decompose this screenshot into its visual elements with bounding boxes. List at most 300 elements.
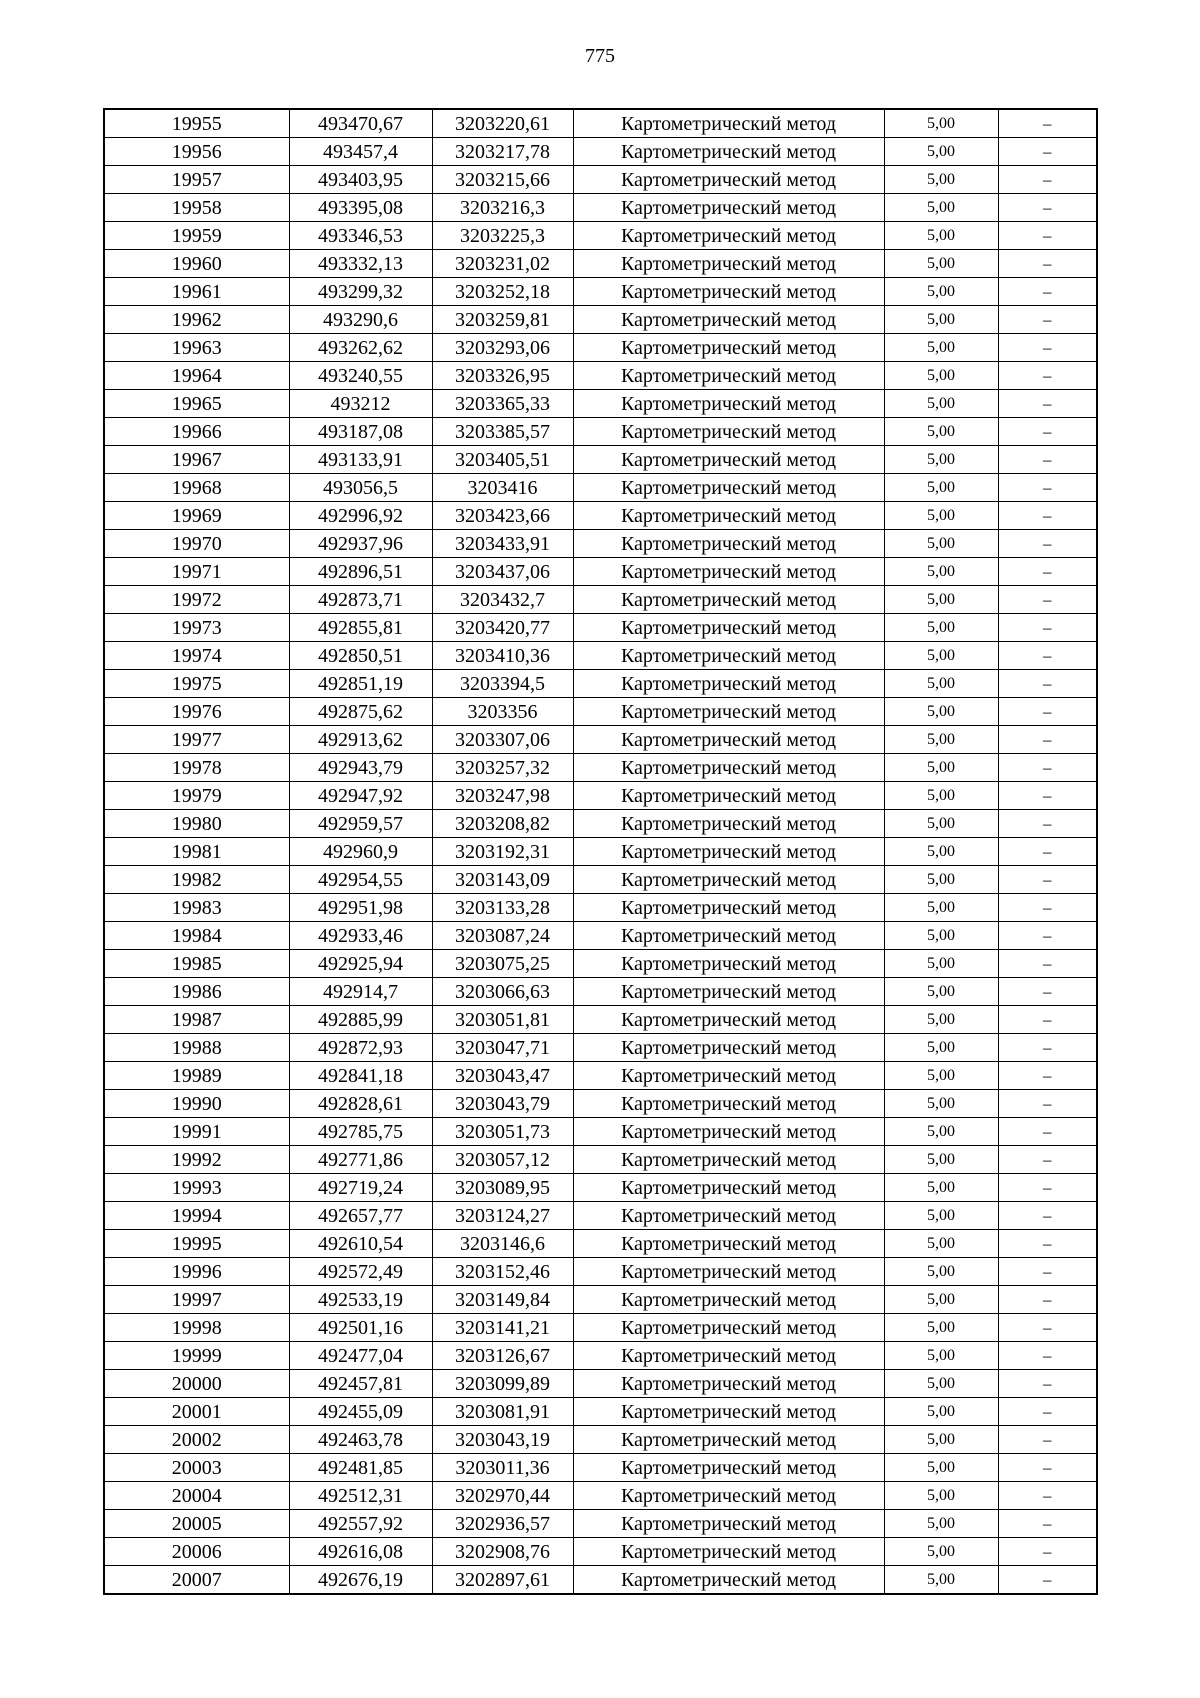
- point-number-cell: 19977: [104, 726, 289, 754]
- accuracy-cell: 5,00: [884, 1006, 998, 1034]
- y-coordinate-cell: 3203081,91: [432, 1398, 573, 1426]
- method-cell: Картометрический метод: [573, 362, 884, 390]
- y-coordinate-cell: 3203215,66: [432, 166, 573, 194]
- x-coordinate-cell: 492855,81: [289, 614, 432, 642]
- point-number-cell: 19960: [104, 250, 289, 278]
- method-cell: Картометрический метод: [573, 866, 884, 894]
- table-row: [104, 754, 1097, 782]
- description-cell: –: [998, 978, 1097, 1006]
- accuracy-cell: 5,00: [884, 1034, 998, 1062]
- method-cell: Картометрический метод: [573, 474, 884, 502]
- description-cell: –: [998, 1510, 1097, 1538]
- y-coordinate-cell: 3203149,84: [432, 1286, 573, 1314]
- table-row: [104, 502, 1097, 530]
- point-number-cell: 19986: [104, 978, 289, 1006]
- description-cell: –: [998, 446, 1097, 474]
- point-number-cell: 19959: [104, 222, 289, 250]
- method-cell: Картометрический метод: [573, 1202, 884, 1230]
- point-number-cell: 19983: [104, 894, 289, 922]
- description-cell: –: [998, 1454, 1097, 1482]
- accuracy-cell: 5,00: [884, 1538, 998, 1566]
- description-cell: –: [998, 1034, 1097, 1062]
- x-coordinate-cell: 492851,19: [289, 670, 432, 698]
- method-cell: Картометрический метод: [573, 446, 884, 474]
- method-cell: Картометрический метод: [573, 194, 884, 222]
- table-row: [104, 1482, 1097, 1510]
- description-cell: –: [998, 810, 1097, 838]
- x-coordinate-cell: 493332,13: [289, 250, 432, 278]
- method-cell: Картометрический метод: [573, 530, 884, 558]
- table-row: [104, 1202, 1097, 1230]
- y-coordinate-cell: 3202908,76: [432, 1538, 573, 1566]
- table-row: [104, 1370, 1097, 1398]
- accuracy-cell: 5,00: [884, 109, 998, 138]
- y-coordinate-cell: 3203433,91: [432, 530, 573, 558]
- x-coordinate-cell: 492841,18: [289, 1062, 432, 1090]
- accuracy-cell: 5,00: [884, 1202, 998, 1230]
- table-row: [104, 670, 1097, 698]
- point-number-cell: 19999: [104, 1342, 289, 1370]
- x-coordinate-cell: 492657,77: [289, 1202, 432, 1230]
- accuracy-cell: 5,00: [884, 194, 998, 222]
- accuracy-cell: 5,00: [884, 138, 998, 166]
- table-row: [104, 1062, 1097, 1090]
- table-row: [104, 894, 1097, 922]
- x-coordinate-cell: 492996,92: [289, 502, 432, 530]
- method-cell: Картометрический метод: [573, 1426, 884, 1454]
- description-cell: –: [998, 1230, 1097, 1258]
- method-cell: Картометрический метод: [573, 278, 884, 306]
- description-cell: –: [998, 1258, 1097, 1286]
- point-number-cell: 19967: [104, 446, 289, 474]
- method-cell: Картометрический метод: [573, 1510, 884, 1538]
- method-cell: Картометрический метод: [573, 334, 884, 362]
- x-coordinate-cell: 492896,51: [289, 558, 432, 586]
- point-number-cell: 19958: [104, 194, 289, 222]
- description-cell: –: [998, 1314, 1097, 1342]
- method-cell: Картометрический метод: [573, 894, 884, 922]
- description-cell: –: [998, 138, 1097, 166]
- accuracy-cell: 5,00: [884, 530, 998, 558]
- y-coordinate-cell: 3203133,28: [432, 894, 573, 922]
- accuracy-cell: 5,00: [884, 670, 998, 698]
- method-cell: Картометрический метод: [573, 1454, 884, 1482]
- x-coordinate-cell: 492455,09: [289, 1398, 432, 1426]
- point-number-cell: 19971: [104, 558, 289, 586]
- accuracy-cell: 5,00: [884, 866, 998, 894]
- description-cell: –: [998, 894, 1097, 922]
- x-coordinate-cell: 493133,91: [289, 446, 432, 474]
- table-row: [104, 1230, 1097, 1258]
- point-number-cell: 20006: [104, 1538, 289, 1566]
- y-coordinate-cell: 3203217,78: [432, 138, 573, 166]
- x-coordinate-cell: 492885,99: [289, 1006, 432, 1034]
- y-coordinate-cell: 3203423,66: [432, 502, 573, 530]
- y-coordinate-cell: 3203225,3: [432, 222, 573, 250]
- x-coordinate-cell: 492951,98: [289, 894, 432, 922]
- x-coordinate-cell: 493240,55: [289, 362, 432, 390]
- x-coordinate-cell: 493457,4: [289, 138, 432, 166]
- accuracy-cell: 5,00: [884, 726, 998, 754]
- accuracy-cell: 5,00: [884, 754, 998, 782]
- y-coordinate-cell: 3203257,32: [432, 754, 573, 782]
- table-row: [104, 474, 1097, 502]
- accuracy-cell: 5,00: [884, 1510, 998, 1538]
- method-cell: Картометрический метод: [573, 1342, 884, 1370]
- y-coordinate-cell: 3203220,61: [432, 109, 573, 138]
- table-row: [104, 558, 1097, 586]
- description-cell: –: [998, 670, 1097, 698]
- y-coordinate-cell: 3202897,61: [432, 1566, 573, 1595]
- x-coordinate-cell: 492676,19: [289, 1566, 432, 1595]
- y-coordinate-cell: 3203259,81: [432, 306, 573, 334]
- table-row: [104, 138, 1097, 166]
- table-row: [104, 250, 1097, 278]
- point-number-cell: 19963: [104, 334, 289, 362]
- y-coordinate-cell: 3203089,95: [432, 1174, 573, 1202]
- method-cell: Картометрический метод: [573, 1538, 884, 1566]
- table-row: [104, 1342, 1097, 1370]
- x-coordinate-cell: 492925,94: [289, 950, 432, 978]
- y-coordinate-cell: 3203307,06: [432, 726, 573, 754]
- point-number-cell: 20003: [104, 1454, 289, 1482]
- accuracy-cell: 5,00: [884, 306, 998, 334]
- y-coordinate-cell: 3203057,12: [432, 1146, 573, 1174]
- accuracy-cell: 5,00: [884, 502, 998, 530]
- description-cell: –: [998, 1566, 1097, 1595]
- method-cell: Картометрический метод: [573, 726, 884, 754]
- point-number-cell: 19970: [104, 530, 289, 558]
- description-cell: –: [998, 109, 1097, 138]
- point-number-cell: 19957: [104, 166, 289, 194]
- y-coordinate-cell: 3203247,98: [432, 782, 573, 810]
- method-cell: Картометрический метод: [573, 1258, 884, 1286]
- x-coordinate-cell: 493470,67: [289, 109, 432, 138]
- table-row: [104, 1286, 1097, 1314]
- description-cell: –: [998, 1426, 1097, 1454]
- table-row: [104, 1118, 1097, 1146]
- method-cell: Картометрический метод: [573, 1370, 884, 1398]
- table-row: [104, 922, 1097, 950]
- description-cell: –: [998, 558, 1097, 586]
- method-cell: Картометрический метод: [573, 1566, 884, 1595]
- point-number-cell: 19975: [104, 670, 289, 698]
- x-coordinate-cell: 492828,61: [289, 1090, 432, 1118]
- point-number-cell: 19998: [104, 1314, 289, 1342]
- point-number-cell: 19973: [104, 614, 289, 642]
- description-cell: –: [998, 1398, 1097, 1426]
- accuracy-cell: 5,00: [884, 278, 998, 306]
- accuracy-cell: 5,00: [884, 558, 998, 586]
- x-coordinate-cell: 493187,08: [289, 418, 432, 446]
- method-cell: Картометрический метод: [573, 138, 884, 166]
- point-number-cell: 19984: [104, 922, 289, 950]
- x-coordinate-cell: 492481,85: [289, 1454, 432, 1482]
- table-row: [104, 446, 1097, 474]
- table-row: [104, 726, 1097, 754]
- accuracy-cell: 5,00: [884, 1118, 998, 1146]
- y-coordinate-cell: 3203385,57: [432, 418, 573, 446]
- table-row: [104, 222, 1097, 250]
- description-cell: –: [998, 698, 1097, 726]
- table-row: [104, 698, 1097, 726]
- point-number-cell: 19978: [104, 754, 289, 782]
- y-coordinate-cell: 3203043,47: [432, 1062, 573, 1090]
- table-row: [104, 390, 1097, 418]
- accuracy-cell: 5,00: [884, 586, 998, 614]
- point-number-cell: 19964: [104, 362, 289, 390]
- x-coordinate-cell: 492610,54: [289, 1230, 432, 1258]
- page-number: 775: [585, 45, 615, 67]
- point-number-cell: 19961: [104, 278, 289, 306]
- point-number-cell: 19992: [104, 1146, 289, 1174]
- point-number-cell: 19995: [104, 1230, 289, 1258]
- point-number-cell: 19969: [104, 502, 289, 530]
- accuracy-cell: 5,00: [884, 642, 998, 670]
- x-coordinate-cell: 492947,92: [289, 782, 432, 810]
- x-coordinate-cell: 492477,04: [289, 1342, 432, 1370]
- method-cell: Картометрический метод: [573, 1062, 884, 1090]
- y-coordinate-cell: 3203126,67: [432, 1342, 573, 1370]
- y-coordinate-cell: 3203326,95: [432, 362, 573, 390]
- y-coordinate-cell: 3203075,25: [432, 950, 573, 978]
- y-coordinate-cell: 3203394,5: [432, 670, 573, 698]
- accuracy-cell: 5,00: [884, 418, 998, 446]
- y-coordinate-cell: 3203146,6: [432, 1230, 573, 1258]
- y-coordinate-cell: 3203405,51: [432, 446, 573, 474]
- point-number-cell: 20001: [104, 1398, 289, 1426]
- method-cell: Картометрический метод: [573, 922, 884, 950]
- method-cell: Картометрический метод: [573, 250, 884, 278]
- y-coordinate-cell: 3203047,71: [432, 1034, 573, 1062]
- method-cell: Картометрический метод: [573, 418, 884, 446]
- y-coordinate-cell: 3203066,63: [432, 978, 573, 1006]
- method-cell: Картометрический метод: [573, 1146, 884, 1174]
- x-coordinate-cell: 492501,16: [289, 1314, 432, 1342]
- x-coordinate-cell: 492937,96: [289, 530, 432, 558]
- point-number-cell: 19956: [104, 138, 289, 166]
- table-body: [104, 109, 1097, 1594]
- method-cell: Картометрический метод: [573, 698, 884, 726]
- method-cell: Картометрический метод: [573, 1482, 884, 1510]
- y-coordinate-cell: 3203410,36: [432, 642, 573, 670]
- point-number-cell: 19990: [104, 1090, 289, 1118]
- table-row: [104, 978, 1097, 1006]
- method-cell: Картометрический метод: [573, 558, 884, 586]
- description-cell: –: [998, 1146, 1097, 1174]
- y-coordinate-cell: 3203124,27: [432, 1202, 573, 1230]
- description-cell: –: [998, 1090, 1097, 1118]
- description-cell: –: [998, 1202, 1097, 1230]
- description-cell: –: [998, 642, 1097, 670]
- table-row: [104, 278, 1097, 306]
- method-cell: Картометрический метод: [573, 614, 884, 642]
- y-coordinate-cell: 3202970,44: [432, 1482, 573, 1510]
- description-cell: –: [998, 782, 1097, 810]
- y-coordinate-cell: 3203051,81: [432, 1006, 573, 1034]
- method-cell: Картометрический метод: [573, 1034, 884, 1062]
- description-cell: –: [998, 1006, 1097, 1034]
- table-row: [104, 1090, 1097, 1118]
- accuracy-cell: 5,00: [884, 1090, 998, 1118]
- accuracy-cell: 5,00: [884, 922, 998, 950]
- x-coordinate-cell: 492943,79: [289, 754, 432, 782]
- accuracy-cell: 5,00: [884, 334, 998, 362]
- description-cell: –: [998, 922, 1097, 950]
- table-row: [104, 1538, 1097, 1566]
- y-coordinate-cell: 3203293,06: [432, 334, 573, 362]
- method-cell: Картометрический метод: [573, 306, 884, 334]
- x-coordinate-cell: 492572,49: [289, 1258, 432, 1286]
- accuracy-cell: 5,00: [884, 1398, 998, 1426]
- description-cell: –: [998, 418, 1097, 446]
- table-row: [104, 109, 1097, 138]
- y-coordinate-cell: 3203416: [432, 474, 573, 502]
- x-coordinate-cell: 493346,53: [289, 222, 432, 250]
- x-coordinate-cell: 492850,51: [289, 642, 432, 670]
- y-coordinate-cell: 3203432,7: [432, 586, 573, 614]
- y-coordinate-cell: 3203043,19: [432, 1426, 573, 1454]
- y-coordinate-cell: 3203143,09: [432, 866, 573, 894]
- accuracy-cell: 5,00: [884, 1286, 998, 1314]
- description-cell: –: [998, 306, 1097, 334]
- x-coordinate-cell: 493403,95: [289, 166, 432, 194]
- accuracy-cell: 5,00: [884, 166, 998, 194]
- table-row: [104, 1174, 1097, 1202]
- y-coordinate-cell: 3203216,3: [432, 194, 573, 222]
- description-cell: –: [998, 474, 1097, 502]
- accuracy-cell: 5,00: [884, 1230, 998, 1258]
- y-coordinate-cell: 3203141,21: [432, 1314, 573, 1342]
- x-coordinate-cell: 492457,81: [289, 1370, 432, 1398]
- accuracy-cell: 5,00: [884, 474, 998, 502]
- method-cell: Картометрический метод: [573, 642, 884, 670]
- description-cell: –: [998, 1342, 1097, 1370]
- point-number-cell: 19997: [104, 1286, 289, 1314]
- point-number-cell: 19979: [104, 782, 289, 810]
- method-cell: Картометрический метод: [573, 109, 884, 138]
- point-number-cell: 20000: [104, 1370, 289, 1398]
- accuracy-cell: 5,00: [884, 1062, 998, 1090]
- point-number-cell: 19982: [104, 866, 289, 894]
- x-coordinate-cell: 492533,19: [289, 1286, 432, 1314]
- accuracy-cell: 5,00: [884, 1146, 998, 1174]
- x-coordinate-cell: 492785,75: [289, 1118, 432, 1146]
- x-coordinate-cell: 492771,86: [289, 1146, 432, 1174]
- description-cell: –: [998, 866, 1097, 894]
- table-row: [104, 1566, 1097, 1595]
- description-cell: –: [998, 754, 1097, 782]
- table-row: [104, 950, 1097, 978]
- accuracy-cell: 5,00: [884, 698, 998, 726]
- y-coordinate-cell: 3203099,89: [432, 1370, 573, 1398]
- x-coordinate-cell: 493395,08: [289, 194, 432, 222]
- point-number-cell: 19985: [104, 950, 289, 978]
- table-row: [104, 1314, 1097, 1342]
- method-cell: Картометрический метод: [573, 1314, 884, 1342]
- x-coordinate-cell: 492719,24: [289, 1174, 432, 1202]
- accuracy-cell: 5,00: [884, 1342, 998, 1370]
- accuracy-cell: 5,00: [884, 446, 998, 474]
- point-number-cell: 19974: [104, 642, 289, 670]
- x-coordinate-cell: 492873,71: [289, 586, 432, 614]
- x-coordinate-cell: 493290,6: [289, 306, 432, 334]
- x-coordinate-cell: 492960,9: [289, 838, 432, 866]
- description-cell: –: [998, 194, 1097, 222]
- x-coordinate-cell: 492933,46: [289, 922, 432, 950]
- y-coordinate-cell: 3203252,18: [432, 278, 573, 306]
- accuracy-cell: 5,00: [884, 362, 998, 390]
- point-number-cell: 19972: [104, 586, 289, 614]
- description-cell: –: [998, 1174, 1097, 1202]
- accuracy-cell: 5,00: [884, 838, 998, 866]
- method-cell: Картометрический метод: [573, 810, 884, 838]
- y-coordinate-cell: 3203208,82: [432, 810, 573, 838]
- accuracy-cell: 5,00: [884, 894, 998, 922]
- method-cell: Картометрический метод: [573, 166, 884, 194]
- description-cell: –: [998, 586, 1097, 614]
- y-coordinate-cell: 3203011,36: [432, 1454, 573, 1482]
- y-coordinate-cell: 3203365,33: [432, 390, 573, 418]
- accuracy-cell: 5,00: [884, 1370, 998, 1398]
- y-coordinate-cell: 3203043,79: [432, 1090, 573, 1118]
- accuracy-cell: 5,00: [884, 1258, 998, 1286]
- method-cell: Картометрический метод: [573, 1230, 884, 1258]
- y-coordinate-cell: 3203437,06: [432, 558, 573, 586]
- description-cell: –: [998, 1370, 1097, 1398]
- coordinates-table: [103, 108, 1098, 1595]
- method-cell: Картометрический метод: [573, 670, 884, 698]
- point-number-cell: 19980: [104, 810, 289, 838]
- method-cell: Картометрический метод: [573, 502, 884, 530]
- method-cell: Картометрический метод: [573, 754, 884, 782]
- x-coordinate-cell: 492557,92: [289, 1510, 432, 1538]
- accuracy-cell: 5,00: [884, 978, 998, 1006]
- y-coordinate-cell: 3203192,31: [432, 838, 573, 866]
- description-cell: –: [998, 362, 1097, 390]
- point-number-cell: 19989: [104, 1062, 289, 1090]
- description-cell: –: [998, 1286, 1097, 1314]
- method-cell: Картометрический метод: [573, 838, 884, 866]
- x-coordinate-cell: 492914,7: [289, 978, 432, 1006]
- description-cell: –: [998, 614, 1097, 642]
- description-cell: –: [998, 726, 1097, 754]
- table-row: [104, 838, 1097, 866]
- table-row: [104, 586, 1097, 614]
- accuracy-cell: 5,00: [884, 222, 998, 250]
- table-row: [104, 194, 1097, 222]
- point-number-cell: 19987: [104, 1006, 289, 1034]
- accuracy-cell: 5,00: [884, 950, 998, 978]
- table-row: [104, 1510, 1097, 1538]
- table-row: [104, 1258, 1097, 1286]
- description-cell: –: [998, 1482, 1097, 1510]
- table-row: [104, 166, 1097, 194]
- method-cell: Картометрический метод: [573, 950, 884, 978]
- x-coordinate-cell: 492872,93: [289, 1034, 432, 1062]
- description-cell: –: [998, 1118, 1097, 1146]
- table-row: [104, 782, 1097, 810]
- description-cell: –: [998, 334, 1097, 362]
- point-number-cell: 19962: [104, 306, 289, 334]
- table-row: [104, 1034, 1097, 1062]
- accuracy-cell: 5,00: [884, 1454, 998, 1482]
- point-number-cell: 19991: [104, 1118, 289, 1146]
- description-cell: –: [998, 950, 1097, 978]
- accuracy-cell: 5,00: [884, 1314, 998, 1342]
- table-row: [104, 1146, 1097, 1174]
- point-number-cell: 19965: [104, 390, 289, 418]
